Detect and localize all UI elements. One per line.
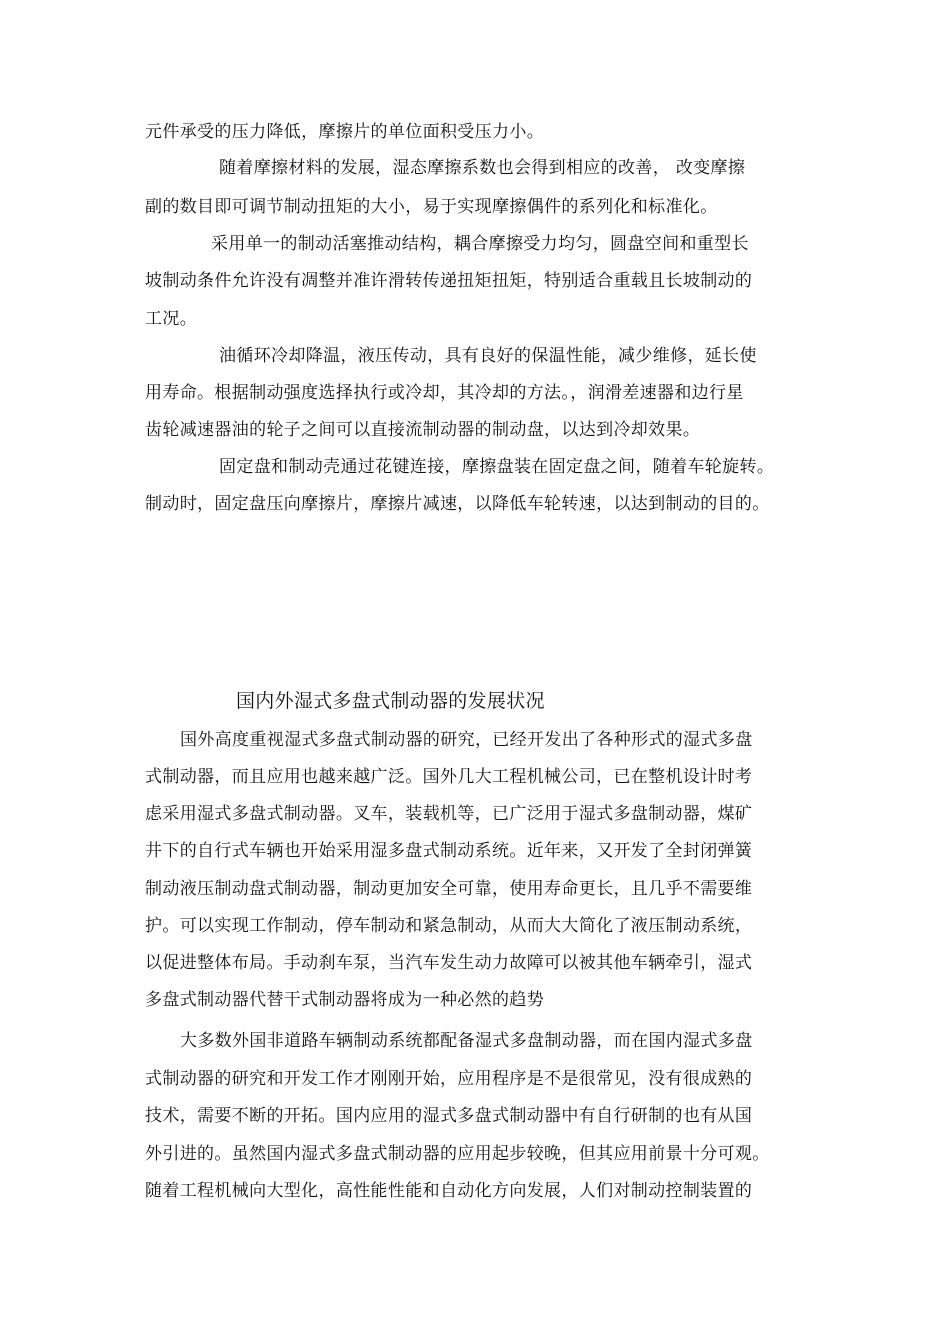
text-line: 制动时，固定盘压向摩擦片，摩擦片减速，以降低车轮转速，以达到制动的目的。 — [145, 494, 770, 514]
text-line: 技术，需要不断的开拓。国内应用的湿式多盘式制动器中有自行研制的也有从国 — [145, 1106, 753, 1126]
text-line: 油循环冷却降温，液压传动，具有良好的保温性能，减少维修，延长使 — [219, 346, 757, 366]
text-line: 护。可以实现工作制动，停车制动和紧急制动，从而大大简化了液压制动系统， — [145, 916, 753, 936]
text-line: 元件承受的压力降低，摩擦片的单位面积受压力小。 — [145, 122, 545, 142]
text-line: 采用单一的制动活塞推动结构，耦合摩擦受力均匀，圆盘空间和重型长 — [211, 234, 749, 254]
text-line: 坡制动条件允许没有凋整并准许滑转传递扭矩扭矩，特别适合重载且长坡制动的 — [145, 271, 753, 291]
text-line: 国外高度重视湿式多盘式制动器的研究，已经开发出了各种形式的湿式多盘 — [180, 730, 753, 750]
text-line: 多盘式制动器代替干式制动器将成为一种必然的趋势 — [145, 990, 545, 1010]
text-line: 随着摩擦材料的发展，湿态摩擦系数也会得到相应的改善， 改变摩擦 — [219, 158, 746, 178]
section-heading: 国内外湿式多盘式制动器的发展状况 — [236, 690, 545, 712]
text-line: 用寿命。根据制动强度选择执行或冷却，其冷却的方法。，润滑差速器和边行星 — [145, 383, 744, 403]
text-line: 式制动器，而且应用也越来越广泛。国外几大工程机械公司，已在整机设计时考 — [145, 767, 753, 787]
text-line: 以促进整体布局。手动刹车泵，当汽车发生动力故障可以被其他车辆牵引，湿式 — [145, 953, 753, 973]
text-line: 虑采用湿式多盘式制动器。叉车，装载机等，已广泛用于湿式多盘制动器，煤矿 — [145, 804, 753, 824]
text-line: 大多数外国非道路车辆制动系统都配备湿式多盘制动器，而在国内湿式多盘 — [180, 1031, 753, 1051]
text-line: 制动液压制动盘式制动器，制动更加安全可靠，使用寿命更长，且几乎不需要维 — [145, 879, 753, 899]
text-line: 副的数目即可调节制动扭矩的大小，易于实现摩擦偶件的系列化和标准化。 — [145, 197, 718, 217]
text-line: 固定盘和制动壳通过花键连接，摩擦盘装在固定盘之间，随着车轮旋转。 — [219, 457, 775, 477]
text-line: 井下的自行式车辆也开始采用湿多盘式制动系统。近年来，又开发了全封闭弹簧 — [145, 841, 753, 861]
text-line: 式制动器的研究和开发工作才刚刚开始，应用程序是不是很常见，没有很成熟的 — [145, 1069, 753, 1089]
text-line: 工况。 — [145, 309, 198, 329]
text-line: 齿轮减速器油的轮子之间可以直接流制动器的制动盘，以达到冷却效果。 — [145, 420, 701, 440]
text-line: 外引进的。虽然国内湿式多盘式制动器的应用起步较晚，但其应用前景十分可观。 — [145, 1144, 770, 1164]
text-line: 随着工程机械向大型化，高性能性能和自动化方向发展，人们对制动控制装置的 — [145, 1181, 753, 1201]
